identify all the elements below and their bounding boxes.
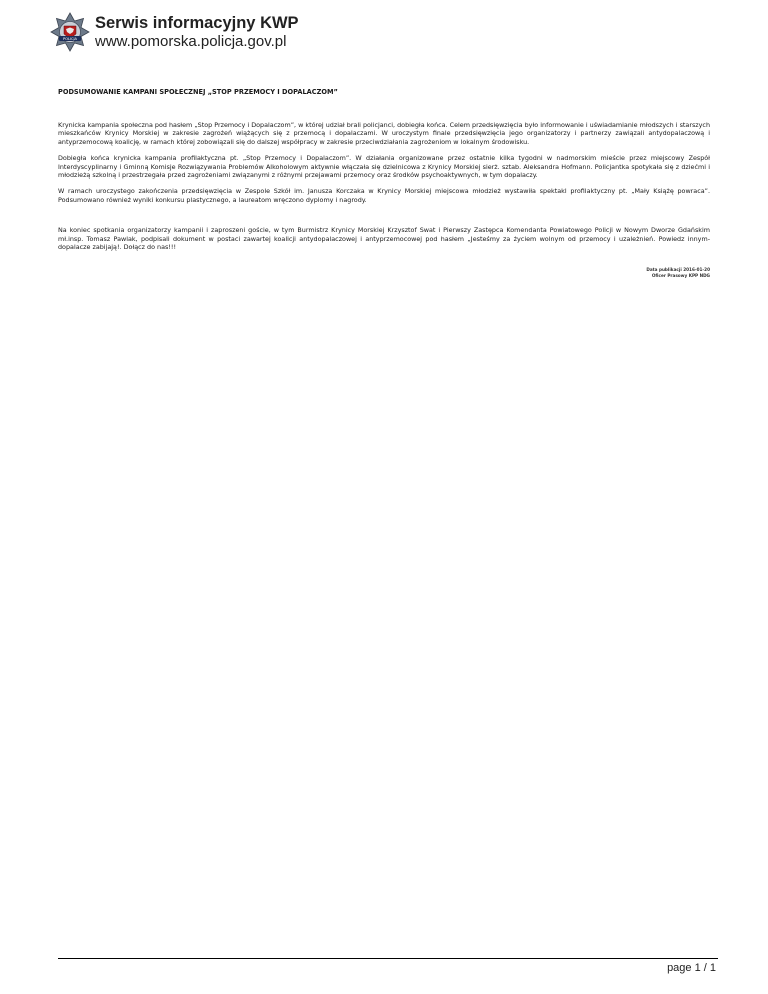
article-content: [58, 88, 710, 278]
page-number: page 1 / 1: [667, 962, 716, 974]
article-paragraph: W ramach uroczystego zakończenia przedsięwzięcia w Zespole Szkół im. Janusza Korczaka w Krynicy Morskiej miejscowa młodzież wystawiła spektakl profilaktyczny pt. „Mały Książę powraca”. Podsumowano również wyniki konkursu plastycznego, a laureatom wręczono dyplomy i nagrody.: [58, 187, 710, 204]
article-paragraph: Na koniec spotkania organizatorzy kampanii i zaproszeni goście, w tym Burmistrz Krynicy Morskiej Krzysztof Swat i Pierwszy Zastępca Komendanta Powiatowego Policji w Nowym Dworze Gdańskim mł.insp. Tomasz Pawlak, podpisali dokument w postaci zawartej koalicji antydopalaczowej i antyprzemocowej pod hasłem „Jesteśmy za życiem wolnym od przemocy i uzależnień. Powiedz innym-dopalacze zabijają!. Dołącz do nas!!!: [58, 226, 710, 252]
site-title: Serwis informacyjny KWP: [95, 14, 299, 32]
header-text: [95, 12, 299, 51]
page-header: [50, 12, 299, 56]
author: Oficer Prasowy KPP NDG: [651, 272, 710, 278]
article-paragraph: Dobiegła końca krynicka kampania profilaktyczna pt. „Stop Przemocy i Dopalaczom”. W działania organizowane przez ostatnie kilka tygodni w nadmorskim mieście przez miejscowy Zespół Interdyscyplinarny i Gminną Komisje Rozwiązywania Problemów Alkoholowym aktywnie włączała się dzielnicowa z Krynicy Morskiej sierż. sztab. Aleksandra Hofmann. Policjantka spotykała się z dziećmi i młodzieżą szkolną i przestrzegała przed zagrożeniami związanymi z różnymi przejawami przemocy oraz środków psychoaktywnych, w tym dopalaczy.: [58, 154, 710, 180]
article-meta: [58, 267, 710, 277]
logo-text: POLICJA: [62, 36, 78, 41]
police-star-badge-icon: [50, 12, 90, 56]
footer-divider: [58, 958, 718, 959]
article-paragraph: Krynicka kampania społeczna pod hasłem „Stop Przemocy i Dopalaczom”, w której udział brali policjanci, dobiegła końca. Celem przedsięwzięcia było informowanie i uświadamianie młodszych i starszych mieszkańców Krynicy Morskiej w zakresie zagrożeń wiążących się z przemocą i dopalaczami. W uroczystym finale przedsięwzięcia jego organizatorzy i partnerzy zawiązali antydopalaczową i antyprzemocową koalicję, w ramach której zobowiązali się do dalszej współpracy w zakresie przeciwdziałania zagrożeniom w lokalnym środowisku.: [58, 121, 710, 146]
article-title: PODSUMOWANIE KAMPANI SPOŁECZNEJ „STOP PRZEMOCY I DOPALACZOM”: [58, 88, 338, 96]
publication-date: Data publikacji 2016-01-20: [646, 267, 710, 273]
site-url: www.pomorska.policja.gov.pl: [95, 33, 287, 50]
